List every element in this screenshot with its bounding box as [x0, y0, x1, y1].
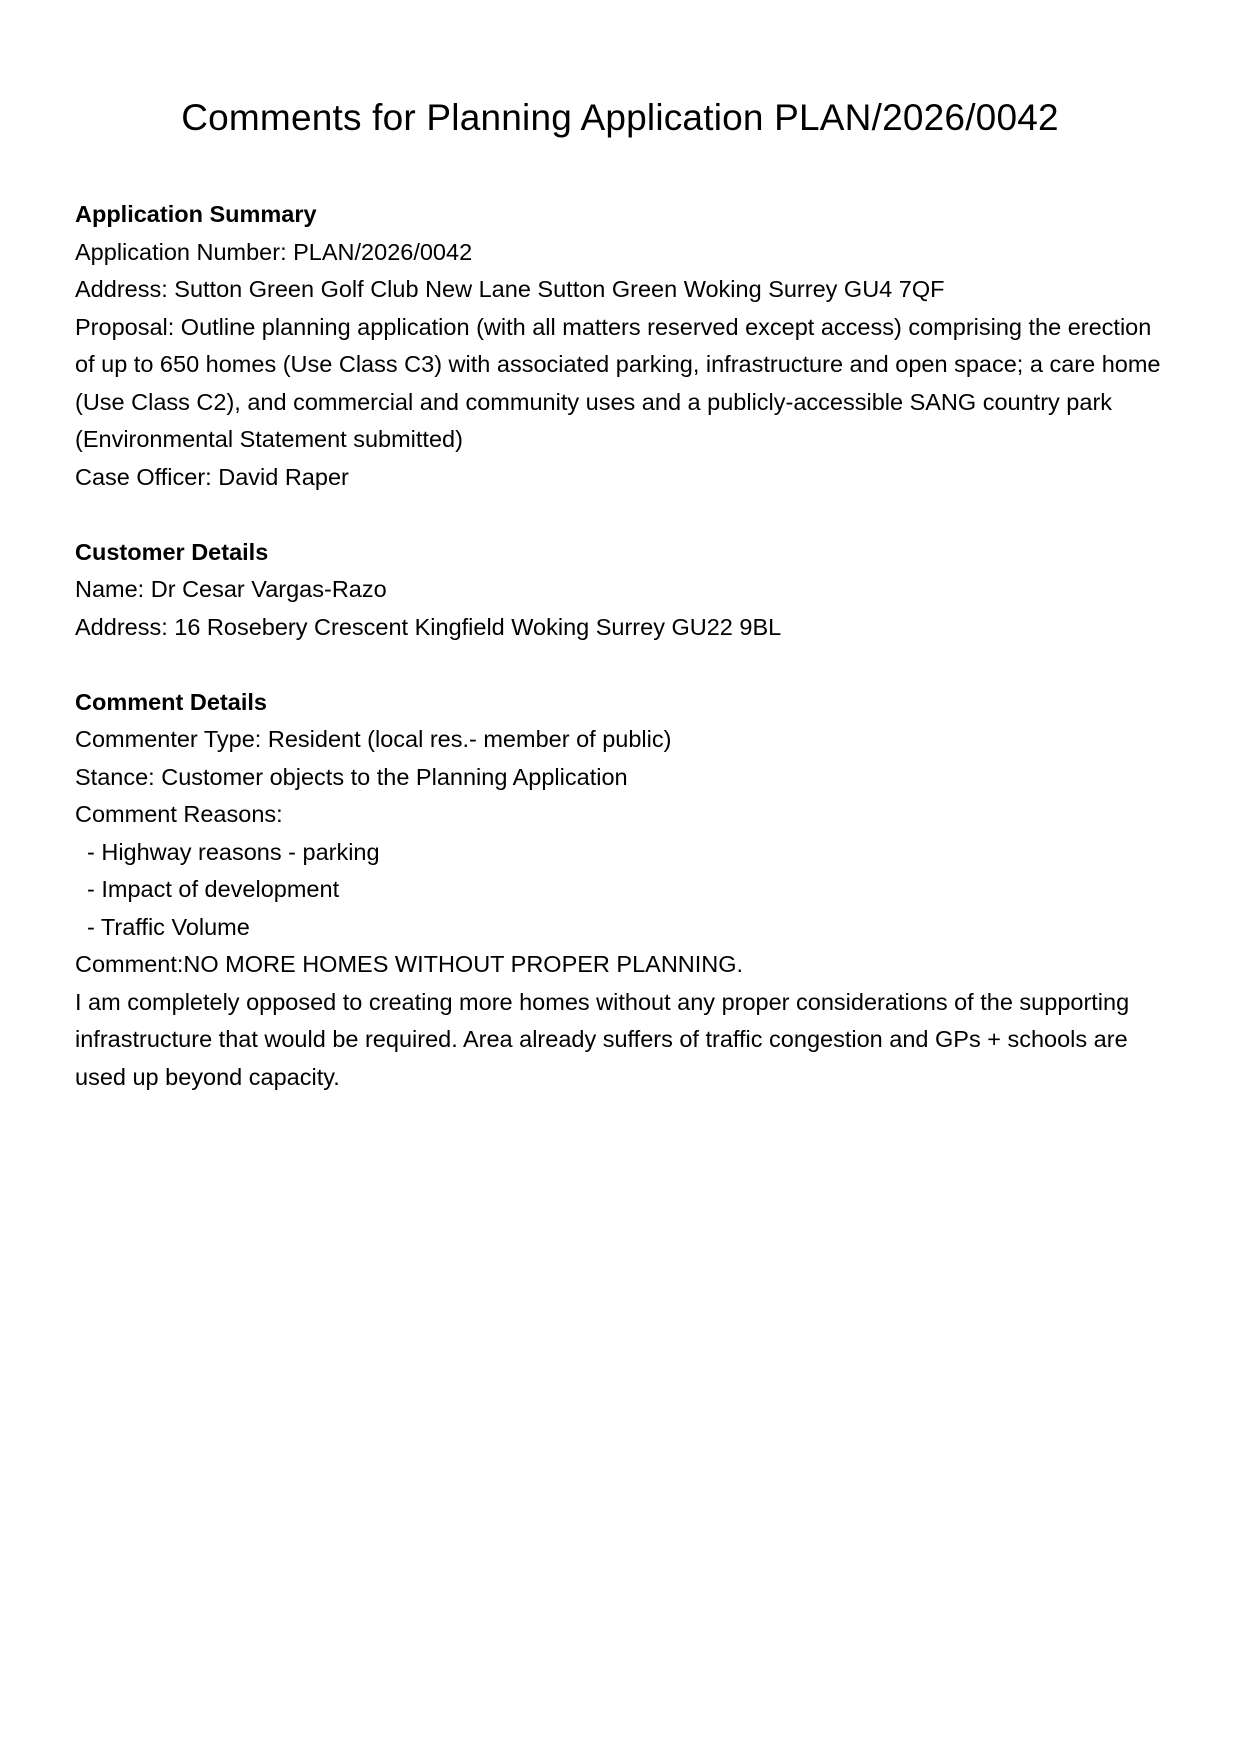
application-summary-heading: Application Summary — [75, 201, 317, 227]
comment-body: I am completely opposed to creating more homes without any proper considerations of the supporting infrastructure that would be required. Area already suffers of traffic congestion and GPs + schools are used up beyond capacity. — [75, 988, 1130, 1090]
comment-details-section — [75, 684, 1175, 1097]
customer-address: Address: 16 Rosebery Crescent Kingfield Woking Surrey GU22 9BL — [75, 613, 782, 640]
page-title: Comments for Planning Application PLAN/2026/0042 — [181, 97, 1059, 138]
application-number: Application Number: PLAN/2026/0042 — [75, 238, 473, 265]
application-address: Address: Sutton Green Golf Club New Lane Sutton Green Woking Surrey GU4 7QF — [75, 276, 945, 302]
case-officer: Case Officer: David Raper — [75, 463, 349, 490]
document-content — [75, 196, 1175, 1134]
customer-name: Name: Dr Cesar Vargas-Razo — [75, 576, 387, 602]
commenter-type: Commenter Type: Resident (local res.- member of public) — [75, 726, 672, 752]
application-proposal: Proposal: Outline planning application (with all matters reserved except access) comprising the erection of up to 650 homes (Use Class C3) with associated parking, infrastructure and open space; a care home (Use Class C2), and commercial and community uses and a publicly-accessible SANG country park (Environmental Statement submitted) — [75, 313, 1168, 452]
stance: Stance: Customer objects to the Planning Application — [75, 763, 628, 790]
customer-details-section — [75, 534, 1175, 647]
comment-first-line: Comment:NO MORE HOMES WITHOUT PROPER PLANNING. — [75, 951, 744, 977]
customer-details-heading: Customer Details — [75, 538, 269, 565]
comment-reason-item: - Highway reasons - parking — [87, 838, 380, 865]
comment-reasons-label: Comment Reasons: — [75, 801, 283, 827]
comment-reason-item: - Impact of development — [87, 876, 340, 902]
application-summary-section — [75, 196, 1175, 496]
comment-details-heading: Comment Details — [75, 688, 267, 715]
comment-reason-item: - Traffic Volume — [87, 913, 250, 940]
